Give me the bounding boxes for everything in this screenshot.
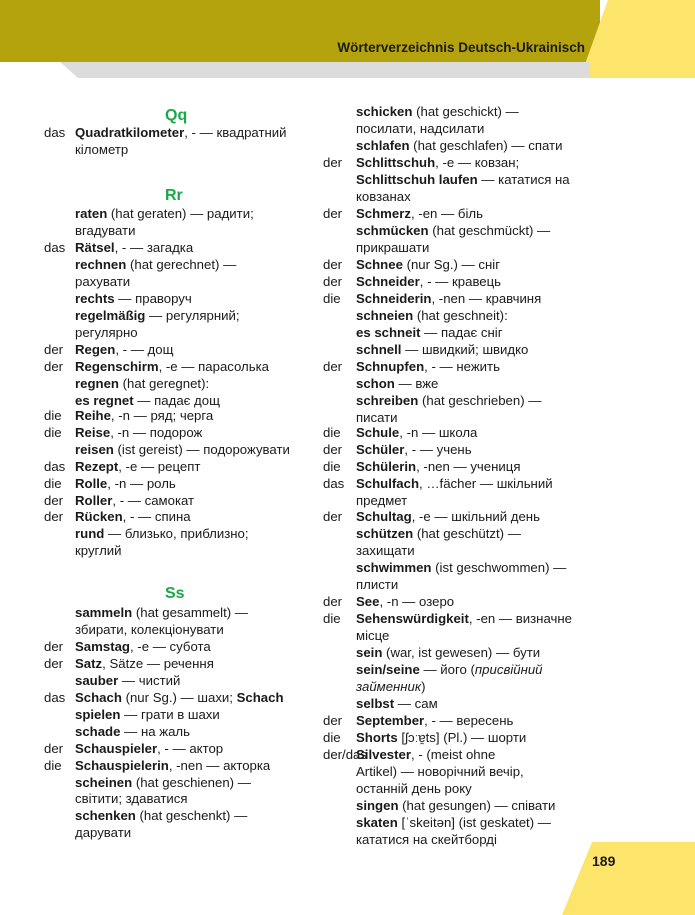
- entry-line: [356, 239, 429, 256]
- entry-article: das: [44, 459, 66, 474]
- entry-line: [75, 407, 213, 424]
- entry-text: , -e — шкільний день: [411, 509, 540, 524]
- entry-line: [356, 780, 472, 797]
- entry-line: [356, 222, 550, 239]
- entry-line: [75, 324, 138, 341]
- entry-line: [356, 508, 540, 525]
- entry-line: [75, 807, 247, 824]
- entry-text: , -nen — кравчиня: [431, 291, 542, 306]
- entry-line: [75, 441, 290, 458]
- entry-line: [356, 324, 503, 341]
- headword: sammeln: [75, 605, 133, 620]
- entry-line: [356, 188, 411, 205]
- headword: sein: [356, 645, 383, 660]
- headword: singen: [356, 798, 399, 813]
- headword: schreiben: [356, 393, 419, 408]
- entry-line: [356, 661, 543, 678]
- entry-line: [75, 672, 180, 689]
- entry-text: — грати в шахи: [120, 707, 220, 722]
- headword: Rezept: [75, 459, 119, 474]
- entry-line: [356, 375, 438, 392]
- entry-text: , -e — рецепт: [118, 459, 201, 474]
- entry-line: [75, 774, 251, 791]
- entry-text: плисти: [356, 577, 399, 592]
- entry-line: [75, 273, 130, 290]
- entry-article: der: [44, 741, 64, 756]
- entry-text: посилати, надсилати: [356, 121, 485, 136]
- entry-text: , - — дощ: [115, 342, 174, 357]
- entry-article: der: [323, 206, 343, 221]
- entry-line: [356, 103, 519, 120]
- entry-line: [75, 375, 209, 392]
- entry-text: рахувати: [75, 274, 131, 289]
- entry-line: [75, 525, 249, 542]
- headword: Shorts: [356, 730, 398, 745]
- headword: schlafen: [356, 138, 410, 153]
- entry-line: [356, 392, 541, 409]
- entry-article: das: [44, 240, 66, 255]
- entry-text: (hat geschützt) —: [413, 526, 521, 541]
- entry-text: (hat geschickt) —: [412, 104, 519, 119]
- entry-text: кілометр: [75, 142, 129, 157]
- entry-text: — падає сніг: [420, 325, 503, 340]
- entry-text: (hat geschienen) —: [132, 775, 251, 790]
- entry-line: [356, 695, 438, 712]
- headword: schmücken: [356, 223, 429, 238]
- entry-line: [75, 205, 254, 222]
- entry-text: — сам: [394, 696, 438, 711]
- entry-article: der: [44, 493, 64, 508]
- entry-text: , - — загадка: [114, 240, 194, 255]
- page-header-title: Wörterverzeichnis Deutsch-Ukrainisch: [337, 40, 585, 55]
- entry-line: [356, 525, 521, 542]
- entry-line: [356, 831, 497, 848]
- entry-article: die: [44, 425, 62, 440]
- entry-text: ковзанах: [356, 189, 411, 204]
- headword: September: [356, 713, 425, 728]
- entry-line: [75, 740, 223, 757]
- entry-text: (hat geschrieben) —: [418, 393, 542, 408]
- entry-text: , - — спина: [122, 509, 191, 524]
- entry-line: [75, 689, 284, 706]
- entry-text: — швидкий; швидко: [401, 342, 529, 357]
- entry-line: [75, 706, 220, 723]
- entry-line: [75, 492, 194, 509]
- headword: Schlittschuh laufen: [356, 172, 478, 187]
- entry-line: [356, 171, 570, 188]
- entry-line: [75, 458, 200, 475]
- headword: reisen: [75, 442, 114, 457]
- entry-text: (nur Sg.) — сніг: [402, 257, 501, 272]
- entry-text: місце: [356, 628, 390, 643]
- headword: Reihe: [75, 408, 111, 423]
- entry-text: (nur Sg.) — шахи;: [121, 690, 237, 705]
- entry-article: der: [44, 359, 64, 374]
- headword: Satz: [75, 656, 103, 671]
- entry-text: , -e — парасолька: [158, 359, 270, 374]
- entry-text: , - — квадратний: [184, 125, 287, 140]
- entry-line: [356, 729, 526, 746]
- entry-line: [356, 273, 501, 290]
- entry-text: (hat geschmückt) —: [428, 223, 551, 238]
- headword: rechnen: [75, 257, 127, 272]
- headword: Schneider: [356, 274, 420, 289]
- entry-line: [75, 655, 214, 672]
- headword: rund: [75, 526, 105, 541]
- entry-text: круглий: [75, 543, 122, 558]
- headword: Schlittschuh: [356, 155, 436, 170]
- headword: Rätsel: [75, 240, 115, 255]
- entry-text: , -n — роль: [107, 476, 176, 491]
- entry-line: [356, 458, 520, 475]
- entry-line: [356, 746, 495, 763]
- entry-text: , - — актор: [157, 741, 224, 756]
- entry-line: [75, 239, 193, 256]
- headword: Silvester: [356, 747, 411, 762]
- headword: Regen: [75, 342, 116, 357]
- entry-text: , - — вересень: [424, 713, 514, 728]
- entry-text: , - (meist ohne: [411, 747, 496, 762]
- entry-article: der: [323, 509, 343, 524]
- entry-text: — його (: [419, 662, 475, 677]
- entry-article: der: [323, 257, 343, 272]
- entry-text: (hat geregnet):: [118, 376, 210, 391]
- entry-text: , -n — ряд; черга: [110, 408, 214, 423]
- headword: schnell: [356, 342, 402, 357]
- entry-text: , Sätze — речення: [102, 656, 214, 671]
- entry-text: (ist gereist) — подорожувати: [113, 442, 290, 457]
- entry-text: — праворуч: [114, 291, 192, 306]
- entry-line: [75, 358, 269, 375]
- headword: schneien: [356, 308, 414, 323]
- entry-text: останній день року: [356, 781, 472, 796]
- entry-line: [75, 424, 202, 441]
- entry-article: die: [323, 459, 341, 474]
- entry-text: (hat gerechnet) —: [126, 257, 237, 272]
- letter-heading-s: Ss: [165, 585, 185, 602]
- entry-text: предмет: [356, 493, 408, 508]
- entry-text: (ist geschwommen) —: [431, 560, 567, 575]
- entry-line: [75, 757, 270, 774]
- headword: es regnet: [75, 393, 134, 408]
- entry-line: [356, 137, 562, 154]
- entry-line: [356, 154, 519, 171]
- entry-line: [356, 712, 513, 729]
- entry-line: [75, 124, 287, 141]
- entry-article: das: [44, 125, 66, 140]
- entry-article: der: [323, 594, 343, 609]
- entry-article: der: [323, 155, 343, 170]
- entry-article: die: [323, 291, 341, 306]
- entry-text: , -en — визначне: [468, 611, 572, 626]
- headword: schenken: [75, 808, 136, 823]
- entry-text: [ˈskeitən] (ist geskatet) —: [397, 815, 551, 830]
- entry-line: [356, 542, 415, 559]
- entry-text: (war, ist gewesen) — бути: [382, 645, 541, 660]
- entry-text: , -n — школа: [399, 425, 478, 440]
- headword: Schmerz: [356, 206, 411, 221]
- entry-article: der: [323, 713, 343, 728]
- headword: rechts: [75, 291, 115, 306]
- headword: Schultag: [356, 509, 412, 524]
- entry-line: [356, 593, 454, 610]
- headword: Reise: [75, 425, 111, 440]
- entry-text: займенник: [356, 679, 422, 694]
- entry-text: , -nen — учениця: [416, 459, 521, 474]
- entry-article: der: [323, 442, 343, 457]
- entry-text: , - — кравець: [419, 274, 502, 289]
- entry-text: (hat geraten) — радити;: [107, 206, 254, 221]
- entry-line: [356, 678, 426, 695]
- headword: schwimmen: [356, 560, 432, 575]
- entry-article: der: [44, 342, 64, 357]
- headword: scheinen: [75, 775, 133, 790]
- headword: skaten: [356, 815, 398, 830]
- entry-line: [356, 576, 398, 593]
- entry-article: die: [323, 730, 341, 745]
- headword: Schauspielerin: [75, 758, 169, 773]
- entry-text: (hat geschenkt) —: [135, 808, 248, 823]
- headword: sauber: [75, 673, 119, 688]
- entry-line: [356, 814, 551, 831]
- entry-text: , - — нежить: [424, 359, 500, 374]
- entry-line: [356, 307, 508, 324]
- headword: selbst: [356, 696, 395, 711]
- entry-line: [356, 610, 572, 627]
- headword: regelmäßig: [75, 308, 146, 323]
- entry-text: (hat geschlafen) — спати: [409, 138, 563, 153]
- entry-text: присвійний: [474, 662, 543, 677]
- headword: Schach: [236, 690, 284, 705]
- entry-article: der: [44, 656, 64, 671]
- entry-article: das: [44, 690, 66, 705]
- entry-article: die: [323, 611, 341, 626]
- entry-article: der/das: [323, 747, 367, 762]
- entry-article: das: [323, 476, 345, 491]
- letter-heading-r: Rr: [165, 187, 183, 204]
- header-shadow-strip: [60, 62, 590, 78]
- entry-text: захищати: [356, 543, 415, 558]
- headword: sein/seine: [356, 662, 420, 677]
- entry-line: [75, 542, 122, 559]
- headword: Schauspieler: [75, 741, 158, 756]
- entry-line: [356, 290, 541, 307]
- entry-line: [356, 644, 540, 661]
- headword: Schule: [356, 425, 400, 440]
- entry-line: [356, 358, 500, 375]
- headword: spielen: [75, 707, 121, 722]
- headword: Schach: [75, 690, 122, 705]
- headword: Schneiderin: [356, 291, 432, 306]
- headword: Rolle: [75, 476, 108, 491]
- entry-text: — на жаль: [120, 724, 190, 739]
- entry-line: [75, 790, 188, 807]
- entry-article: der: [323, 274, 343, 289]
- entry-line: [75, 824, 131, 841]
- entry-text: вгадувати: [75, 223, 136, 238]
- headword: Samstag: [75, 639, 130, 654]
- headword: Schülerin: [356, 459, 417, 474]
- headword: Schüler: [356, 442, 405, 457]
- entry-article: der: [323, 359, 343, 374]
- entry-text: збирати, колекціонувати: [75, 622, 224, 637]
- entry-line: [75, 475, 176, 492]
- entry-text: , -e — ковзан;: [435, 155, 520, 170]
- entry-text: — кататися на: [477, 172, 570, 187]
- entry-text: , - — самокат: [112, 493, 195, 508]
- entry-article: der: [44, 509, 64, 524]
- entry-line: [356, 120, 484, 137]
- headword: Schulfach: [356, 476, 420, 491]
- entry-line: [75, 307, 240, 324]
- entry-article: die: [44, 476, 62, 491]
- entry-line: [75, 256, 236, 273]
- entry-text: , -n — озеро: [379, 594, 455, 609]
- headword: Schnupfen: [356, 359, 425, 374]
- headword: Roller: [75, 493, 113, 508]
- footer-corner: [562, 842, 695, 915]
- entry-text: — регулярний;: [145, 308, 240, 323]
- entry-text: , - — учень: [404, 442, 472, 457]
- letter-heading-q: Qq: [165, 107, 188, 124]
- entry-line: [356, 492, 407, 509]
- entry-line: [75, 604, 248, 621]
- headword: schon: [356, 376, 395, 391]
- entry-text: , -nen — акторка: [168, 758, 271, 773]
- headword: Regenschirm: [75, 359, 159, 374]
- entry-line: [75, 621, 224, 638]
- headword: See: [356, 594, 380, 609]
- entry-text: писати: [356, 410, 398, 425]
- headword: Schnee: [356, 257, 403, 272]
- entry-article: die: [44, 408, 62, 423]
- entry-line: [75, 290, 192, 307]
- entry-line: [75, 723, 190, 740]
- entry-text: Artikel) — новорічний вечір,: [356, 764, 524, 779]
- headword: Quadratkilometer: [75, 125, 185, 140]
- entry-article: der: [44, 639, 64, 654]
- entry-text: [ʃɔːɐ̯ts] (Pl.) — шорти: [397, 730, 527, 745]
- entry-line: [356, 441, 472, 458]
- entry-line: [75, 141, 128, 158]
- entry-text: — близько, приблизно;: [104, 526, 249, 541]
- entry-line: [75, 638, 211, 655]
- headword: regnen: [75, 376, 119, 391]
- entry-text: , -en — біль: [410, 206, 483, 221]
- entry-article: die: [323, 425, 341, 440]
- entry-line: [356, 341, 528, 358]
- page-number: 189: [592, 853, 616, 869]
- entry-line: [75, 222, 135, 239]
- entry-line: [356, 256, 500, 273]
- entry-line: [356, 559, 566, 576]
- entry-text: — падає дощ: [133, 393, 220, 408]
- headword: es schneit: [356, 325, 421, 340]
- entry-line: [356, 797, 555, 814]
- entry-article: die: [44, 758, 62, 773]
- entry-text: прикрашати: [356, 240, 430, 255]
- entry-line: [75, 341, 173, 358]
- entry-text: , -e — субота: [129, 639, 211, 654]
- entry-line: [356, 763, 524, 780]
- headword: Rücken: [75, 509, 123, 524]
- entry-text: — чистий: [118, 673, 181, 688]
- entry-text: (hat gesammelt) —: [132, 605, 248, 620]
- headword: schicken: [356, 104, 413, 119]
- entry-text: , …fächer — шкільний: [419, 476, 553, 491]
- headword: raten: [75, 206, 108, 221]
- entry-text: (hat gesungen) — співати: [398, 798, 556, 813]
- entry-text: ): [421, 679, 426, 694]
- headword: schützen: [356, 526, 414, 541]
- entry-text: (hat geschneit):: [413, 308, 508, 323]
- entry-line: [75, 508, 191, 525]
- headword: Sehenswürdigkeit: [356, 611, 469, 626]
- entry-line: [356, 475, 553, 492]
- entry-line: [356, 627, 389, 644]
- entry-line: [356, 205, 483, 222]
- entry-text: світити; здаватися: [75, 791, 188, 806]
- entry-line: [356, 424, 477, 441]
- entry-text: — вже: [394, 376, 439, 391]
- entry-text: дарувати: [75, 825, 132, 840]
- entry-text: регулярно: [75, 325, 138, 340]
- entry-text: , -n — подорож: [110, 425, 203, 440]
- headword: schade: [75, 724, 121, 739]
- entry-text: кататися на скейтборді: [356, 832, 497, 847]
